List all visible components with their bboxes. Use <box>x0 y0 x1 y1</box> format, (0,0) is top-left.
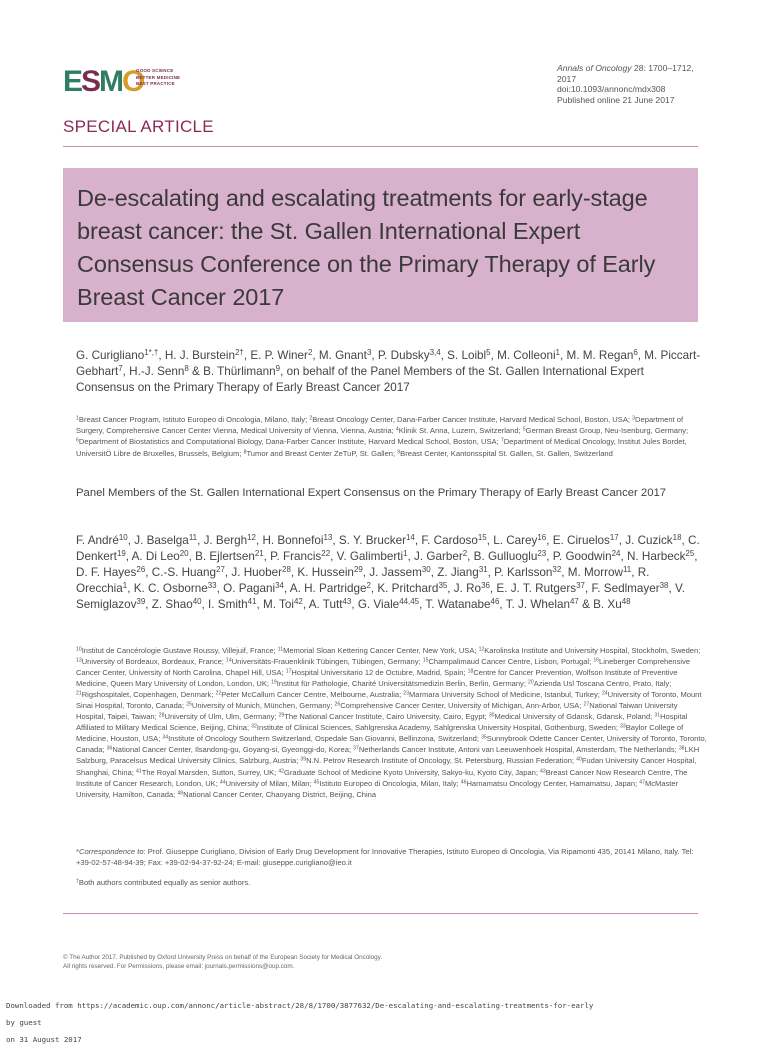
panel-affiliation: National Cancer Center, Chaoyang District, Beijing, China <box>183 789 377 799</box>
panel-member-name: A. H. Partridge <box>289 582 367 595</box>
author-name: B. Thürlimann <box>203 365 276 378</box>
panel-affiliation-number: 24 <box>601 690 608 697</box>
panel-member-affiliation-marker: 19 <box>116 549 126 559</box>
panel-member-name: F. Cardoso <box>421 534 478 547</box>
panel-affiliation-number: 10 <box>76 646 82 653</box>
top-divider <box>63 146 698 147</box>
panel-member-affiliation-marker: 28 <box>282 565 291 575</box>
affiliation-number: 9 <box>397 449 401 456</box>
panel-affiliation-number: 14 <box>226 657 232 664</box>
author-name: S. Loibl <box>447 349 487 362</box>
panel-member-name: J. Baselga <box>134 534 189 547</box>
panel-member-affiliation-marker: 13 <box>323 533 333 543</box>
panel-member-affiliation-marker: 17 <box>609 533 619 543</box>
panel-affiliation-number: 41 <box>136 767 142 774</box>
affiliation-number: 6 <box>76 437 79 444</box>
panel-affiliation: Breast Cancer Now Research Centre, The Institute of Cancer Research, London, UK; <box>76 767 688 788</box>
panel-member-name: A. Tutt <box>308 598 343 611</box>
panel-member-name: C.-S. Huang <box>151 566 217 579</box>
panel-affiliation-number: 42 <box>278 767 285 774</box>
author-affiliation-marker: 5 <box>486 348 491 358</box>
panel-affiliation: N.N. Petrov Research Institute of Oncology, St. Petersburg, Russian Federation; <box>306 756 577 766</box>
panel-member-name: J. Bergh <box>203 534 248 547</box>
panel-member-affiliation-marker: 30 <box>421 565 431 575</box>
panel-affiliation: Institute of Clinical Sciences, Sahlgrenska Academy, Sahlgrenska University Hospital, Gothenburg, Sweden; <box>256 723 621 733</box>
panel-affiliation: McMaster University, Hamilton, Canada; <box>76 778 679 799</box>
panel-member-affiliation-marker: 10 <box>118 533 128 543</box>
author-name: M. Piccart-Gebhart <box>76 349 701 378</box>
affiliation: Breast Center, Kantonsspital St. Gallen, St. Gallen, Switzerland <box>400 448 613 458</box>
panel-member-affiliation-marker: 1 <box>122 581 128 591</box>
equal-contribution-note: †Both authors contributed equally as senior authors. <box>76 878 251 887</box>
panel-affiliation-number: 21 <box>76 690 82 697</box>
panel-member-name: Z. Shao <box>151 598 193 611</box>
panel-member-affiliation-marker: 16 <box>537 533 547 543</box>
panel-affiliation: The Royal Marsden, Sutton, Surrey, UK; <box>141 767 279 777</box>
download-url[interactable]: Downloaded from https://academic.oup.com/annonc/article-abstract/28/8/1700/3877632/De-escalating-and-escalating-treatments-for-early <box>6 1001 594 1011</box>
panel-affiliation-number: 23 <box>403 690 409 697</box>
panel-heading: Panel Members of the St. Gallen International Expert Consensus on the Primary Therapy of Early Breast Cancer 2017 <box>76 487 667 499</box>
panel-member-affiliation-marker: 43 <box>342 597 352 607</box>
panel-member-name: C. Denkert <box>76 534 700 563</box>
panel-member-name: P. Karlsson <box>494 566 553 579</box>
panel-affiliation-number: 26 <box>334 701 341 708</box>
panel-member-affiliation-marker: 40 <box>192 597 202 607</box>
journal-doi[interactable]: doi:10.1093/annonc/mdx308 <box>557 84 666 94</box>
panel-affiliation: Rigshospitalet, Copenhagen, Denmark; <box>81 690 216 700</box>
panel-member-affiliation-marker: 29 <box>353 565 363 575</box>
logo-mark: ESMO <box>63 65 144 98</box>
panel-member-affiliation-marker: 27 <box>216 565 225 575</box>
panel-affiliation-number: 40 <box>576 756 582 763</box>
panel-affiliation: Champalimaud Cancer Centre, Lisbon, Portugal; <box>428 657 594 667</box>
panel-affiliation-number: 17 <box>285 668 292 675</box>
panel-member-affiliation-marker: 38 <box>659 581 669 591</box>
title-box <box>63 168 698 322</box>
affiliation-number: 4 <box>395 426 399 433</box>
correspondence: *Correspondence to: Prof. Giuseppe Curigliano, Division of Early Drug Development for Innovative Therapies, Istituto Europeo di Oncologia, Via Ripamonti 435, 20141 Milano, Italy. Tel: +39-02-57-48-94-39; Fax: +39-02-94-37-92-24; E-mail: giuseppe.curigliano@ieo.it <box>76 847 694 868</box>
panel-affiliation: Memorial Sloan Kettering Cancer Center, New York, USA; <box>283 646 479 655</box>
panel-member-name: F. André <box>76 534 119 547</box>
panel-member-affiliation-marker: 37 <box>576 581 585 591</box>
panel-member-affiliation-marker: 2 <box>462 549 468 559</box>
panel-member-affiliation-marker: 32 <box>552 565 562 575</box>
panel-member-affiliation-marker: 18 <box>672 533 682 543</box>
author-name: H. J. Burstein <box>164 349 235 362</box>
panel-affiliation-number: 28 <box>158 712 165 719</box>
panel-member-name: P. Goodwin <box>552 550 612 563</box>
panel-affiliation: National Cancer Center, Ilsandong-gu, Goyang-si, Gyeonggi-do, Korea; <box>112 745 354 755</box>
panel-member-name: Z. Jiang <box>437 566 479 579</box>
panel-members: F. André$^{10}$, J. Baselga$^{11}$, J. Bergh$^{12}$, H. Bonnefoi$^{13}$, S. Y. Brucker$^{14}$, F. Cardoso$^{15}$, L. Carey$^{16}$, E. Ciruelos$^{17}$, J. Cuzick$^{18}$, C. Denkert$^{19}$, A. Di Leo$^{20}$, B. Ejlertsen$^{21}$, P. Francis$^{22}$, V. Galimberti$^1$, J. Garber$^2$, B. Gulluoglu$^{23}$, P. Goodwin$^{24}$, N. Harbeck$^{25}$, D. F. Hayes$^{26}$, C.-S. Huang$^{27}$, J. Huober$^{28}$, K. Hussein$^{29}$, J. Jassem$^{30}$, Z. Jiang$^{31}$, P. Karlsson$^{32}$, M. Morrow$^{11}$, R. Orecchia$^1$, K. C. Osborne$^{33}$, O. Pagani$^{34}$, A. H. Partridge$^2$, K. Pritchard$^{35}$, J. Ro$^{36}$, E. J. T. Rutgers$^{37}$, F. Sedlmayer$^{38}$, V. Semiglazov$^{39}$, Z. Shao$^{40}$, I. Smith$^{41}$, M. Toi$^{42}$, A. Tutt$^{43}$, G. Viale$^{44,45}$, T. Watanabe$^{46}$, T. J. Whelan$^{47}$ & B. Xu$^{48}$ <box>76 533 700 611</box>
panel-member-affiliation-marker: 23 <box>537 549 547 559</box>
panel-member-affiliation-marker: 34 <box>275 581 284 591</box>
panel-affiliation: Fudan University Cancer Hospital, Shanghai, China; <box>76 756 697 777</box>
panel-affiliation-number: 38 <box>678 745 685 752</box>
panel-member-name: M. Morrow <box>567 566 623 579</box>
copyright-notice: © The Author 2017. Published by Oxford University Press on behalf of the European Society for Medical Oncology. All rights reserved. For Permissions, please email: journals.permissions@oup.com. <box>63 954 383 970</box>
panel-affiliation: University of Ulm, Ulm, Germany; <box>164 712 279 722</box>
panel-affiliation: Peter McCallum Cancer Centre, Melbourne, Australia; <box>221 690 404 700</box>
panel-member-affiliation-marker: 24 <box>611 549 621 559</box>
panel-member-name: I. Smith <box>208 598 248 611</box>
affiliation: Tumor and Breast Center ZeTuP, St. Gallen; <box>246 448 398 458</box>
panel-affiliation: Universitäts-Frauenklinik Tübingen, Tübingen, Germany; <box>231 657 423 667</box>
panel-member-affiliation-marker: 11 <box>188 533 198 543</box>
panel-member-affiliation-marker: 47 <box>570 597 579 607</box>
affiliation-number: 7 <box>500 437 504 444</box>
panel-member-name: F. Sedlmayer <box>591 582 660 595</box>
section-label: SPECIAL ARTICLE <box>63 117 214 136</box>
panel-member-name: T. J. Whelan <box>505 598 570 611</box>
panel-member-affiliation-marker: 22 <box>321 549 331 559</box>
panel-affiliation: Hospital Affiliated to Military Medical Science, Beijing, China; <box>76 712 688 733</box>
panel-member-name: N. Harbeck <box>626 550 686 563</box>
panel-affiliation-number: 43 <box>540 767 546 774</box>
panel-affiliation-number: 25 <box>186 701 192 708</box>
panel-affiliation: Institut für Pathologie, Charité Universitätsmedizin Berlin, Berlin, Germany; <box>276 679 529 689</box>
panel-affiliation: Istituto Europeo di Oncologia, Milan, Italy; <box>319 778 461 788</box>
panel-member-affiliation-marker: 2 <box>366 581 371 591</box>
affiliation-number: 2 <box>309 415 313 422</box>
author-affiliation-marker: 3,4 <box>429 348 441 358</box>
author-list <box>76 348 701 396</box>
panel-affiliation-number: 39 <box>300 756 307 763</box>
journal-citation: Annals of Oncology 28: 1700–1712, 2017 <box>557 63 694 84</box>
panel-affiliation: The National Cancer Institute, Cairo University, Cairo, Egypt; <box>284 712 489 722</box>
panel-member-affiliation-marker: 39 <box>136 597 146 607</box>
panel-affiliation-number: 29 <box>278 712 285 719</box>
journal-published-date: Published online 21 June 2017 <box>557 94 675 105</box>
affiliation: Department of Medical Oncology, Institut Jules Bordet, UniversitÖ Libre de Bruxelles, Brussels, Belgium; <box>76 437 687 458</box>
panel-affiliation-number: 15 <box>422 657 429 664</box>
panel-affiliation-number: 19 <box>271 679 277 686</box>
author-affiliation-marker: 3 <box>366 348 372 358</box>
panel-member-name: L. Carey <box>493 534 538 547</box>
panel-member-name: E. J. T. Rutgers <box>496 582 577 595</box>
author-name: E. P. Winer <box>250 349 308 362</box>
authors-suffix: on behalf of the Panel Members of the St. Gallen International Expert Consensus on the Primary Therapy of Early Breast Cancer 2017 <box>76 365 644 394</box>
panel-affiliation-number: 11 <box>277 646 284 653</box>
panel-affiliation-number: 47 <box>639 779 645 785</box>
panel-member-name: K. C. Osborne <box>133 582 208 595</box>
esmo-logo <box>63 64 183 100</box>
panel-member-affiliation-marker: 33 <box>207 581 217 591</box>
panel-member-name: A. Di Leo <box>131 550 180 563</box>
download-stamp: Downloaded from https://academic.oup.com/annonc/article-abstract/28/8/1700/3877632/De-escalating-and-escalating-treatments-for-early by guest on 31 August 2017 <box>6 994 706 1053</box>
panel-member-name: J. Jassem <box>369 566 422 579</box>
author-affiliation-marker: 1*,† <box>144 348 159 358</box>
panel-member-affiliation-marker: 46 <box>490 597 500 607</box>
author-affiliation-marker: 2 <box>307 348 313 358</box>
panel-member-affiliation-marker: 20 <box>179 549 189 559</box>
author-affiliation-marker: 9 <box>275 364 281 374</box>
correspondence-label: Correspondence to <box>78 847 144 856</box>
panel-member-name: S. Y. Brucker <box>338 534 406 547</box>
author-affiliation-marker: 7 <box>118 364 123 374</box>
panel-affiliation: University of Munich, München, Germany; <box>191 701 335 711</box>
panel-affiliation-number: 35 <box>481 734 487 741</box>
panel-affiliation: Hamamatsu Oncology Center, Hamamatsu, Japan; <box>466 778 640 788</box>
panel-affiliation: Baylor College of Medicine, Houston, USA; <box>76 723 684 744</box>
panel-member-affiliation-marker: 1 <box>403 549 408 559</box>
affiliation-number: 1 <box>76 415 79 422</box>
panel-member-affiliation-marker: 15 <box>477 533 487 543</box>
bottom-divider <box>63 913 698 914</box>
affiliation-number: 8 <box>243 449 247 456</box>
affiliation: Breast Oncology Center, Dana-Farber Cancer Institute, Harvard Medical School, Boston, USA; <box>312 415 633 424</box>
panel-member-affiliation-marker: 41 <box>247 597 257 607</box>
panel-affiliation-number: 45 <box>313 779 320 785</box>
panel-affiliation: Hospital Universitario 12 de Octubre, Madrid, Spain; <box>291 668 468 678</box>
logo-tagline: GOOD SCIENCE BETTER MEDICINE BEST PRACTICE <box>136 68 181 86</box>
panel-affiliation: Centre for Cancer Prevention, Wolfson Institute of Preventive Medicine, Queen Mary University of London, London, UK; <box>76 668 678 689</box>
panel-member-name: J. Cuzick <box>625 534 673 547</box>
panel-affiliation-number: 44 <box>219 779 226 785</box>
panel-affiliation-number: 18 <box>467 668 474 675</box>
panel-affiliation: Institute of Oncology Southern Switzerland, Ospedale San Giovanni, Bellinzona, Switzerland; <box>168 734 482 744</box>
panel-member-name: K. Pritchard <box>377 582 439 595</box>
author-affiliation-marker: 1 <box>555 348 560 358</box>
panel-member-name: H. Bonnefoi <box>262 534 324 547</box>
affiliation: German Breast Group, Neu-Isenburg, Germany; <box>525 426 689 436</box>
panel-affiliation-number: 34 <box>162 734 169 741</box>
panel-affiliation-number: 22 <box>215 690 222 697</box>
affiliation: Department of Surgery, Comprehensive Cancer Center Vienna, Medical University of Vienna, Vienna, Austria; <box>76 415 684 436</box>
panel-affiliation: LKH Salzburg, Paracelsus Medical University Clinics, Salzburg, Austria; <box>76 745 700 766</box>
affiliation-number: 5 <box>522 426 526 433</box>
article-title: De-escalating and escalating treatments for early-stage breast cancer: the St. Gallen International Expert Consensus Conference on the Primary Therapy of Early Breast Cancer 2017 <box>77 185 656 310</box>
panel-member-affiliation-marker: 48 <box>621 597 631 607</box>
panel-affiliation-number: 12 <box>478 646 485 653</box>
panel-affiliation-number: 20 <box>528 679 534 686</box>
panel-affiliation-number: 13 <box>76 657 82 664</box>
panel-member-affiliation-marker: 36 <box>481 581 490 591</box>
panel-member-name: D. F. Hayes <box>76 566 137 579</box>
panel-affiliation: University of Toronto, Mount Sinai Hospital, Toronto, Canada; <box>76 690 702 711</box>
panel-member-name: M. Toi <box>263 598 294 611</box>
panel-member-name: G. Viale <box>357 598 400 611</box>
panel-affiliation: National Taiwan University Hospital, Taipei, Taiwan; <box>76 701 678 722</box>
panel-affiliation-number: 16 <box>593 657 600 664</box>
panel-affiliation-number: 36 <box>106 745 113 752</box>
panel-member-name: T. Watanabe <box>425 598 491 611</box>
affiliation: Klinik St. Anna, Luzern, Switzerland; <box>398 426 523 436</box>
panel-affiliation: Marmara University School of Medicine, Istanbul, Turkey; <box>408 690 602 700</box>
author-name: M. Gnant <box>318 349 367 362</box>
author-name: H.-J. Senn <box>129 365 185 378</box>
panel-affiliation-number: 32 <box>251 723 257 730</box>
journal-info <box>557 63 707 105</box>
panel-member-name: B. Ejlertsen <box>195 550 255 563</box>
panel-member-affiliation-marker: 31 <box>478 565 488 575</box>
panel-member-affiliation-marker: 25 <box>685 549 695 559</box>
correspondence-text: : Prof. Giuseppe Curigliano, Division of Early Drug Development for Innovative Therapies, Istituto Europeo di Oncologia, Via Ripamonti 435, 20141 Milano, Italy. Tel: +39-02-57-48-94-39; Fax: +39-02-94-37-92-24; E-mail: giuseppe.curigliano@ieo.it <box>76 847 694 868</box>
panel-member-affiliation-marker: 26 <box>136 565 146 575</box>
author-name: G. Curigliano <box>76 349 145 362</box>
panel-member-name: J. Ro <box>453 582 482 595</box>
panel-affiliation: Lineberger Comprehensive Cancer Center, University of North Carolina, Chapel Hill, USA; <box>76 657 691 678</box>
panel-member-name: R. Orecchia <box>76 566 650 595</box>
authors: G. Curigliano$^{1*,\dagger}$, H. J. Burstein$^{2\dagger}$, E. P. Winer$^2$, M. Gnant$^3$, P. Dubsky$^{3,4}$, S. Loibl$^5$, M. Colleoni$^1$, M. M. Regan$^6$, M. Piccart-Gebhart$^7$, H.-J. Senn$^8$ & B. Thürlimann$^9$, <box>76 348 701 378</box>
panel-affiliation: Azienda Usl Toscana Centro, Prato, Italy; <box>533 679 672 689</box>
panel-affiliation: University of Milan, Milan; <box>225 778 314 788</box>
author-affiliation-marker: 8 <box>184 364 189 374</box>
panel-affiliation: Sunnybrook Odette Cancer Center, University of Toronto, Toronto, Canada; <box>76 734 707 755</box>
panel-member-affiliation-marker: 21 <box>254 549 264 559</box>
panel-member-name: V. Semiglazov <box>76 582 685 611</box>
author-name: M. M. Regan <box>566 349 634 362</box>
panel-affiliation-number: 30 <box>488 712 495 719</box>
panel-affiliation-number: 31 <box>654 712 661 719</box>
panel-affiliation-number: 37 <box>353 745 359 752</box>
panel-affiliation: University of Bordeaux, Bordeaux, France; <box>81 657 227 667</box>
panel-member-name: K. Hussein <box>297 566 354 579</box>
panel-affiliation: Graduate School of Medicine Kyoto University, Sakyo-ku, Kyoto City, Japan; <box>284 767 541 777</box>
panel-affiliations <box>76 645 708 800</box>
panel-member-name: B. Xu <box>593 598 622 611</box>
panel-member-name: J. Garber <box>414 550 463 563</box>
panel-affiliation: Medical University of Gdansk, Gdansk, Poland; <box>494 712 655 722</box>
panel-member-affiliation-marker: 11 <box>622 565 632 575</box>
author-affiliation-marker: 2† <box>235 348 244 358</box>
panel-member-name: E. Ciruelos <box>552 534 610 547</box>
affiliation: Department of Biostatistics and Computational Biology, Dana-Farber Cancer Institute, Harvard Medical School, Boston, USA; <box>78 437 501 447</box>
panel-member-name: P. Francis <box>270 550 322 563</box>
author-name: P. Dubsky <box>377 349 430 362</box>
panel-member-name: V. Galimberti <box>336 550 404 563</box>
author-affiliation-marker: 6 <box>633 348 638 358</box>
panel-affiliation: Institut de Cancérologie Gustave Roussy, Villejuif, France; <box>81 646 278 655</box>
author-name: M. Colleoni <box>497 349 556 362</box>
panel-affiliation-number: 33 <box>620 723 626 730</box>
panel-member-name: J. Huober <box>231 566 283 579</box>
panel-member-affiliation-marker: 44,45 <box>399 597 420 607</box>
panel-member-affiliation-marker: 35 <box>438 581 448 591</box>
panel-member-affiliation-marker: 14 <box>406 533 415 543</box>
affiliation: Breast Cancer Program, Istituto Europeo di Oncologia, Milano, Italy; <box>78 415 310 424</box>
panel-affiliation-number: 48 <box>177 790 184 797</box>
panel-member-name: B. Gulluoglu <box>473 550 538 563</box>
panel-member-name: O. Pagani <box>223 582 276 595</box>
panel-member-affiliation-marker: 12 <box>247 533 256 543</box>
panel-affiliation: Comprehensive Cancer Center, University of Michigan, Ann-Arbor, USA; <box>340 701 584 711</box>
panel-affiliation-number: 46 <box>460 779 467 785</box>
panel-affiliation-number: 27 <box>583 701 590 708</box>
affiliation-number: 3 <box>632 415 636 422</box>
panel-affiliation: Netherlands Cancer Institute, Antoni van Leeuwenhoek Hospital, Amsterdam, The Netherlands; <box>358 745 679 755</box>
journal-title: Annals of Oncology <box>557 63 632 73</box>
panel-member-affiliation-marker: 42 <box>293 597 303 607</box>
affiliations <box>76 414 706 459</box>
panel-affiliation: Karolinska Institute and University Hospital, Stockholm, Sweden; <box>484 646 701 655</box>
